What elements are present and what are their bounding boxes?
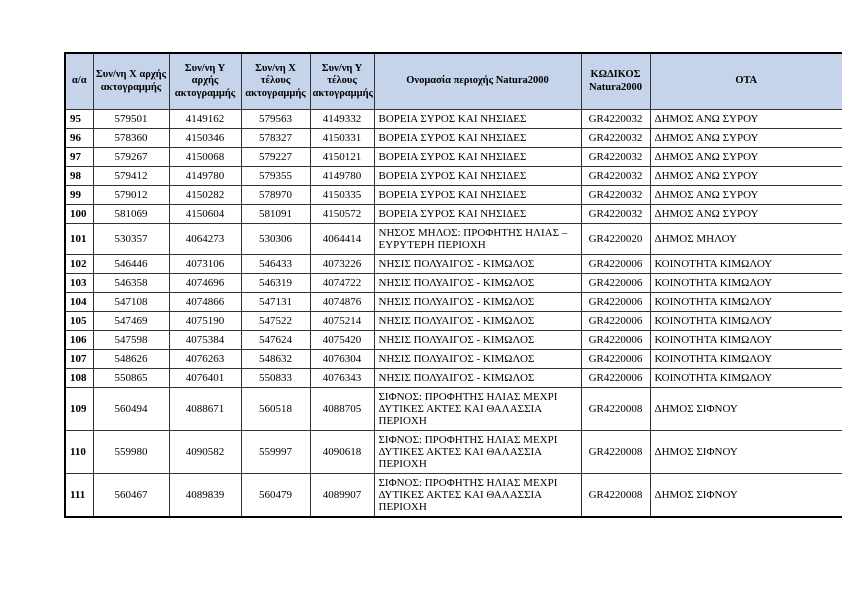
column-header-index: α/α [65,53,93,110]
cell-y_start: 4074696 [169,274,241,293]
cell-y_end: 4076304 [310,350,374,369]
cell-ota: ΔΗΜΟΣ ΑΝΩ ΣΥΡΟΥ [650,129,842,148]
cell-ota: ΚΟΙΝΟΤΗΤΑ ΚΙΜΩΛΟΥ [650,331,842,350]
cell-name: ΒΟΡΕΙΑ ΣΥΡΟΣ ΚΑΙ ΝΗΣΙΔΕΣ [374,167,581,186]
cell-name: ΣΙΦΝΟΣ: ΠΡΟΦΗΤΗΣ ΗΛΙΑΣ ΜΕΧΡΙ ΔΥΤΙΚΕΣ ΑΚΤΕΣ ΚΑΙ ΘΑΛΑΣΣΙΑ ΠΕΡΙΟΧΗ [374,431,581,474]
cell-x_start: 559980 [93,431,169,474]
cell-x_end: 547624 [241,331,310,350]
table-row [65,369,842,388]
cell-y_end: 4064414 [310,224,374,255]
cell-x_end: 547131 [241,293,310,312]
cell-ota: ΚΟΙΝΟΤΗΤΑ ΚΙΜΩΛΟΥ [650,293,842,312]
cell-code: GR4220020 [581,224,650,255]
cell-y_start: 4150068 [169,148,241,167]
cell-x_start: 548626 [93,350,169,369]
column-header-x_start: Συν/νη Χ αρχής ακτογραμμής [93,53,169,110]
table-row [65,274,842,293]
cell-x_start: 581069 [93,205,169,224]
cell-x_start: 578360 [93,129,169,148]
column-header-x_end: Συν/νη Χ τέλους ακτογραμμής [241,53,310,110]
cell-y_end: 4150331 [310,129,374,148]
cell-name: ΣΙΦΝΟΣ: ΠΡΟΦΗΤΗΣ ΗΛΙΑΣ ΜΕΧΡΙ ΔΥΤΙΚΕΣ ΑΚΤΕΣ ΚΑΙ ΘΑΛΑΣΣΙΑ ΠΕΡΙΟΧΗ [374,474,581,518]
cell-ota: ΔΗΜΟΣ ΑΝΩ ΣΥΡΟΥ [650,148,842,167]
cell-y_end: 4089907 [310,474,374,518]
cell-ota: ΔΗΜΟΣ ΑΝΩ ΣΥΡΟΥ [650,167,842,186]
cell-x_start: 547108 [93,293,169,312]
cell-ota: ΔΗΜΟΣ ΑΝΩ ΣΥΡΟΥ [650,186,842,205]
cell-y_end: 4074722 [310,274,374,293]
cell-code: GR4220006 [581,255,650,274]
cell-code: GR4220032 [581,167,650,186]
column-header-ota: ΟΤΑ [650,53,842,110]
cell-ota: ΔΗΜΟΣ ΑΝΩ ΣΥΡΟΥ [650,110,842,129]
cell-ota: ΔΗΜΟΣ ΣΙΦΝΟΥ [650,474,842,518]
cell-y_start: 4149780 [169,167,241,186]
table-header [65,53,842,110]
natura2000-table [64,52,842,518]
cell-y_end: 4090618 [310,431,374,474]
cell-ota: ΚΟΙΝΟΤΗΤΑ ΚΙΜΩΛΟΥ [650,312,842,331]
cell-index: 106 [65,331,93,350]
cell-name: ΣΙΦΝΟΣ: ΠΡΟΦΗΤΗΣ ΗΛΙΑΣ ΜΕΧΡΙ ΔΥΤΙΚΕΣ ΑΚΤΕΣ ΚΑΙ ΘΑΛΑΣΣΙΑ ΠΕΡΙΟΧΗ [374,388,581,431]
table-row [65,110,842,129]
cell-x_start: 560494 [93,388,169,431]
cell-name: ΝΗΣΙΣ ΠΟΛΥΑΙΓΟΣ - ΚΙΜΩΛΟΣ [374,274,581,293]
table-row [65,255,842,274]
cell-ota: ΔΗΜΟΣ ΑΝΩ ΣΥΡΟΥ [650,205,842,224]
cell-y_end: 4088705 [310,388,374,431]
cell-index: 111 [65,474,93,518]
cell-code: GR4220032 [581,205,650,224]
cell-x_start: 579412 [93,167,169,186]
cell-name: ΒΟΡΕΙΑ ΣΥΡΟΣ ΚΑΙ ΝΗΣΙΔΕΣ [374,186,581,205]
cell-y_end: 4149332 [310,110,374,129]
cell-code: GR4220032 [581,129,650,148]
cell-y_end: 4149780 [310,167,374,186]
cell-code: GR4220008 [581,474,650,518]
cell-x_end: 546433 [241,255,310,274]
column-header-name: Ονομασία περιοχής Natura2000 [374,53,581,110]
cell-ota: ΚΟΙΝΟΤΗΤΑ ΚΙΜΩΛΟΥ [650,274,842,293]
cell-index: 103 [65,274,93,293]
cell-x_start: 579012 [93,186,169,205]
cell-x_start: 530357 [93,224,169,255]
cell-x_start: 560467 [93,474,169,518]
cell-x_end: 560518 [241,388,310,431]
cell-ota: ΚΟΙΝΟΤΗΤΑ ΚΙΜΩΛΟΥ [650,255,842,274]
cell-x_end: 579227 [241,148,310,167]
cell-y_start: 4150346 [169,129,241,148]
cell-code: GR4220006 [581,350,650,369]
column-header-y_start: Συν/νη Υ αρχής ακτογραμμής [169,53,241,110]
cell-y_end: 4150335 [310,186,374,205]
cell-index: 97 [65,148,93,167]
cell-index: 102 [65,255,93,274]
cell-y_start: 4090582 [169,431,241,474]
cell-index: 99 [65,186,93,205]
cell-code: GR4220008 [581,431,650,474]
cell-index: 107 [65,350,93,369]
cell-x_end: 560479 [241,474,310,518]
cell-index: 101 [65,224,93,255]
table-row [65,431,842,474]
cell-x_end: 547522 [241,312,310,331]
cell-ota: ΔΗΜΟΣ ΣΙΦΝΟΥ [650,431,842,474]
cell-y_start: 4073106 [169,255,241,274]
table-row [65,293,842,312]
cell-ota: ΚΟΙΝΟΤΗΤΑ ΚΙΜΩΛΟΥ [650,350,842,369]
cell-x_end: 579563 [241,110,310,129]
cell-x_end: 579355 [241,167,310,186]
cell-name: ΝΗΣΙΣ ΠΟΛΥΑΙΓΟΣ - ΚΙΜΩΛΟΣ [374,293,581,312]
cell-y_end: 4150572 [310,205,374,224]
cell-index: 108 [65,369,93,388]
cell-index: 104 [65,293,93,312]
cell-x_end: 578327 [241,129,310,148]
cell-x_end: 546319 [241,274,310,293]
column-header-y_end: Συν/νη Υ τέλους ακτογραμμής [310,53,374,110]
cell-code: GR4220006 [581,293,650,312]
cell-index: 98 [65,167,93,186]
table-row [65,129,842,148]
cell-y_start: 4076401 [169,369,241,388]
cell-x_end: 559997 [241,431,310,474]
cell-name: ΝΗΣΙΣ ΠΟΛΥΑΙΓΟΣ - ΚΙΜΩΛΟΣ [374,350,581,369]
cell-code: GR4220032 [581,110,650,129]
cell-code: GR4220032 [581,148,650,167]
cell-ota: ΔΗΜΟΣ ΣΙΦΝΟΥ [650,388,842,431]
cell-ota: ΔΗΜΟΣ ΜΗΛΟΥ [650,224,842,255]
cell-y_end: 4075420 [310,331,374,350]
cell-x_start: 547469 [93,312,169,331]
cell-y_start: 4088671 [169,388,241,431]
cell-name: ΝΗΣΙΣ ΠΟΛΥΑΙΓΟΣ - ΚΙΜΩΛΟΣ [374,255,581,274]
cell-x_end: 530306 [241,224,310,255]
cell-x_start: 547598 [93,331,169,350]
cell-x_start: 579501 [93,110,169,129]
cell-y_start: 4149162 [169,110,241,129]
cell-code: GR4220006 [581,312,650,331]
table-row [65,388,842,431]
cell-y_start: 4150282 [169,186,241,205]
cell-name: ΝΗΣΟΣ ΜΗΛΟΣ: ΠΡΟΦΗΤΗΣ ΗΛΙΑΣ – ΕΥΡΥΤΕΡΗ ΠΕΡΙΟΧΗ [374,224,581,255]
cell-y_end: 4073226 [310,255,374,274]
cell-y_end: 4076343 [310,369,374,388]
cell-index: 105 [65,312,93,331]
table-row [65,474,842,518]
cell-name: ΒΟΡΕΙΑ ΣΥΡΟΣ ΚΑΙ ΝΗΣΙΔΕΣ [374,129,581,148]
cell-y_start: 4150604 [169,205,241,224]
cell-name: ΒΟΡΕΙΑ ΣΥΡΟΣ ΚΑΙ ΝΗΣΙΔΕΣ [374,110,581,129]
table-row [65,205,842,224]
cell-code: GR4220006 [581,274,650,293]
cell-code: GR4220008 [581,388,650,431]
table-header-row [65,53,842,110]
cell-y_end: 4075214 [310,312,374,331]
cell-ota: ΚΟΙΝΟΤΗΤΑ ΚΙΜΩΛΟΥ [650,369,842,388]
table-body [65,110,842,518]
cell-x_end: 578970 [241,186,310,205]
cell-index: 100 [65,205,93,224]
cell-code: GR4220006 [581,369,650,388]
cell-code: GR4220006 [581,331,650,350]
cell-name: ΒΟΡΕΙΑ ΣΥΡΟΣ ΚΑΙ ΝΗΣΙΔΕΣ [374,148,581,167]
cell-x_start: 579267 [93,148,169,167]
cell-index: 95 [65,110,93,129]
table-row [65,331,842,350]
table-row [65,312,842,331]
cell-name: ΒΟΡΕΙΑ ΣΥΡΟΣ ΚΑΙ ΝΗΣΙΔΕΣ [374,205,581,224]
table-row [65,224,842,255]
cell-x_start: 546358 [93,274,169,293]
cell-y_start: 4075190 [169,312,241,331]
cell-y_start: 4074866 [169,293,241,312]
column-header-code: ΚΩΔΙΚΟΣ Natura2000 [581,53,650,110]
cell-y_start: 4076263 [169,350,241,369]
table-row [65,148,842,167]
cell-index: 110 [65,431,93,474]
cell-y_end: 4150121 [310,148,374,167]
cell-x_end: 550833 [241,369,310,388]
cell-y_end: 4074876 [310,293,374,312]
cell-x_start: 550865 [93,369,169,388]
cell-y_start: 4089839 [169,474,241,518]
cell-index: 96 [65,129,93,148]
cell-index: 109 [65,388,93,431]
table-row [65,350,842,369]
cell-name: ΝΗΣΙΣ ΠΟΛΥΑΙΓΟΣ - ΚΙΜΩΛΟΣ [374,331,581,350]
cell-name: ΝΗΣΙΣ ΠΟΛΥΑΙΓΟΣ - ΚΙΜΩΛΟΣ [374,312,581,331]
table-row [65,186,842,205]
cell-code: GR4220032 [581,186,650,205]
cell-x_end: 548632 [241,350,310,369]
cell-y_start: 4064273 [169,224,241,255]
cell-x_start: 546446 [93,255,169,274]
table-row [65,167,842,186]
cell-y_start: 4075384 [169,331,241,350]
cell-name: ΝΗΣΙΣ ΠΟΛΥΑΙΓΟΣ - ΚΙΜΩΛΟΣ [374,369,581,388]
cell-x_end: 581091 [241,205,310,224]
